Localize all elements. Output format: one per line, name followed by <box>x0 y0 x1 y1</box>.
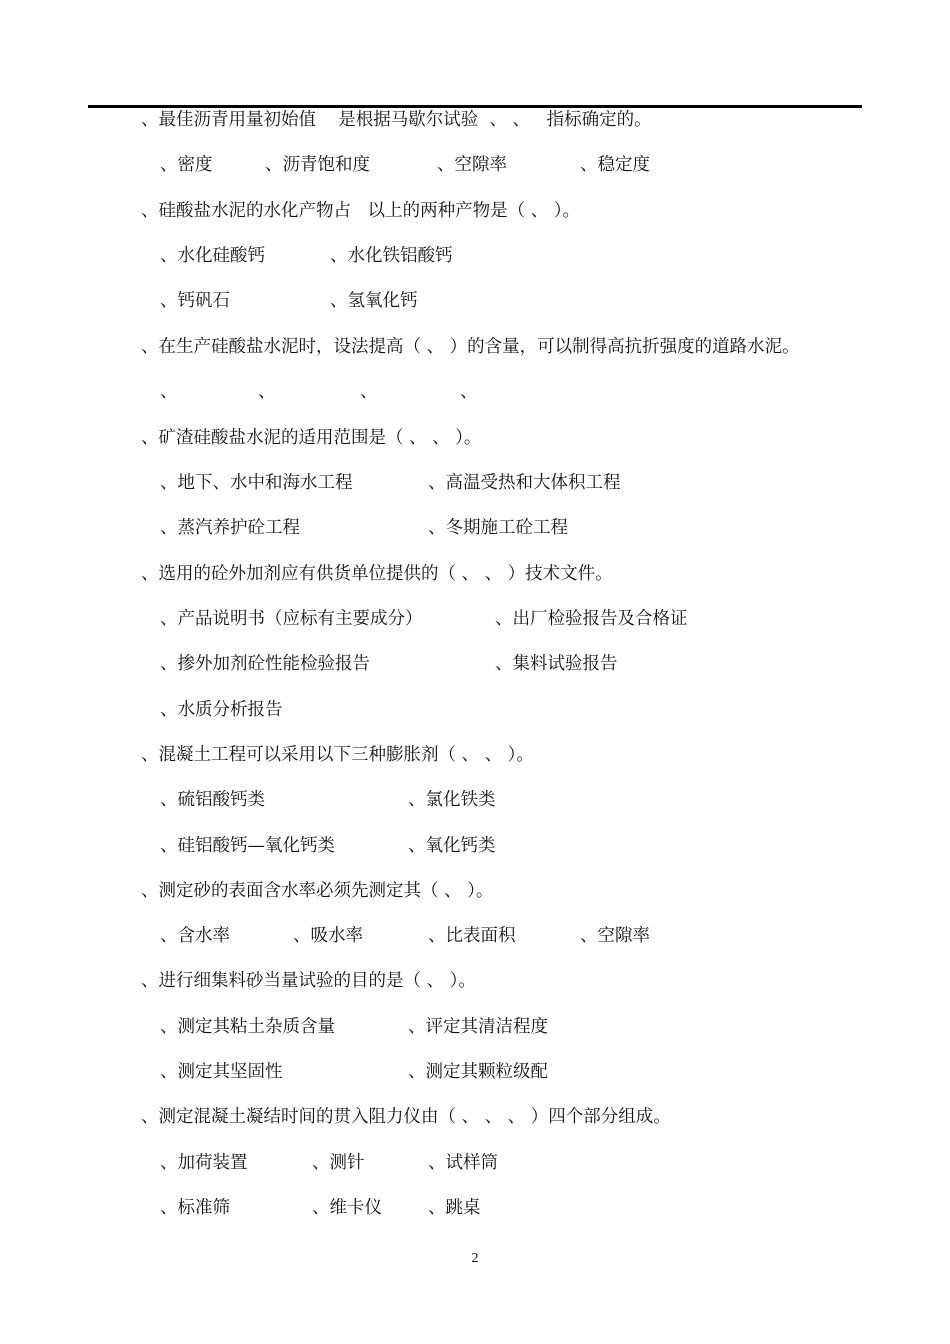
option: 、测定其颗粒级配 <box>408 1062 548 1082</box>
option: 、 <box>360 382 378 402</box>
option: 、评定其清洁程度 <box>408 1017 548 1037</box>
option: 、氧化钙类 <box>408 836 496 856</box>
option: 、加荷装置 <box>160 1153 248 1173</box>
option: 、硫铝酸钙类 <box>160 790 265 810</box>
option: 、水化铁铝酸钙 <box>330 246 453 266</box>
option: 、测定其坚固性 <box>160 1062 283 1082</box>
question-stem: 、硅酸盐水泥的水化产物占 以上的两种产物是（ 、 ）。 <box>141 201 581 221</box>
option: 、蒸汽养护砼工程 <box>160 518 300 538</box>
question-stem: 、最佳沥青用量初始值 是根据马歇尔试验 、 、 指标确定的。 <box>141 110 652 130</box>
header-rule <box>88 105 862 108</box>
option: 、水质分析报告 <box>160 700 283 720</box>
question-stem: 、测定砂的表面含水率必须先测定其（ 、 ）。 <box>141 881 494 901</box>
option: 、出厂检验报告及合格证 <box>495 609 688 629</box>
option: 、 <box>160 382 178 402</box>
question-stem: 、进行细集料砂当量试验的目的是（ 、 ）。 <box>141 971 476 991</box>
option: 、掺外加剂砼性能检验报告 <box>160 654 370 674</box>
option: 、集料试验报告 <box>495 654 618 674</box>
option: 、吸水率 <box>293 926 363 946</box>
option: 、产品说明书（应标有主要成分） <box>160 609 423 629</box>
question-stem: 、混凝土工程可以采用以下三种膨胀剂（ 、 、 ）。 <box>141 745 534 765</box>
question-stem: 、矿渣硅酸盐水泥的适用范围是（ 、 、 ）。 <box>141 428 482 448</box>
option: 、测针 <box>312 1153 365 1173</box>
option: 、含水率 <box>160 926 230 946</box>
option: 、钙矾石 <box>160 291 230 311</box>
option: 、空隙率 <box>580 926 650 946</box>
option: 、地下、水中和海水工程 <box>160 473 353 493</box>
option: 、标准筛 <box>160 1198 230 1218</box>
option: 、维卡仪 <box>312 1198 382 1218</box>
option: 、测定其粘土杂质含量 <box>160 1017 335 1037</box>
option: 、空隙率 <box>437 155 507 175</box>
page-number: 2 <box>471 1251 479 1266</box>
option: 、沥青饱和度 <box>265 155 370 175</box>
option: 、跳桌 <box>428 1198 481 1218</box>
option: 、硅铝酸钙—氧化钙类 <box>160 836 335 856</box>
option: 、 <box>258 382 276 402</box>
option: 、 <box>460 382 478 402</box>
question-stem: 、选用的砼外加剂应有供货单位提供的（ 、 、 ）技术文件。 <box>141 564 613 584</box>
option: 、冬期施工砼工程 <box>428 518 568 538</box>
question-stem: 、在生产硅酸盐水泥时，设法提高（ 、 ）的含量，可以制得高抗折强度的道路水泥。 <box>141 337 800 357</box>
option: 、水化硅酸钙 <box>160 246 265 266</box>
option: 、氯化铁类 <box>408 790 496 810</box>
option: 、试样筒 <box>428 1153 498 1173</box>
option: 、高温受热和大体积工程 <box>428 473 621 493</box>
option: 、氢氧化钙 <box>330 291 418 311</box>
option: 、比表面积 <box>428 926 516 946</box>
option: 、稳定度 <box>580 155 650 175</box>
option: 、密度 <box>160 155 213 175</box>
question-stem: 、测定混凝土凝结时间的贯入阻力仪由（ 、 、 、 ）四个部分组成。 <box>141 1107 671 1127</box>
